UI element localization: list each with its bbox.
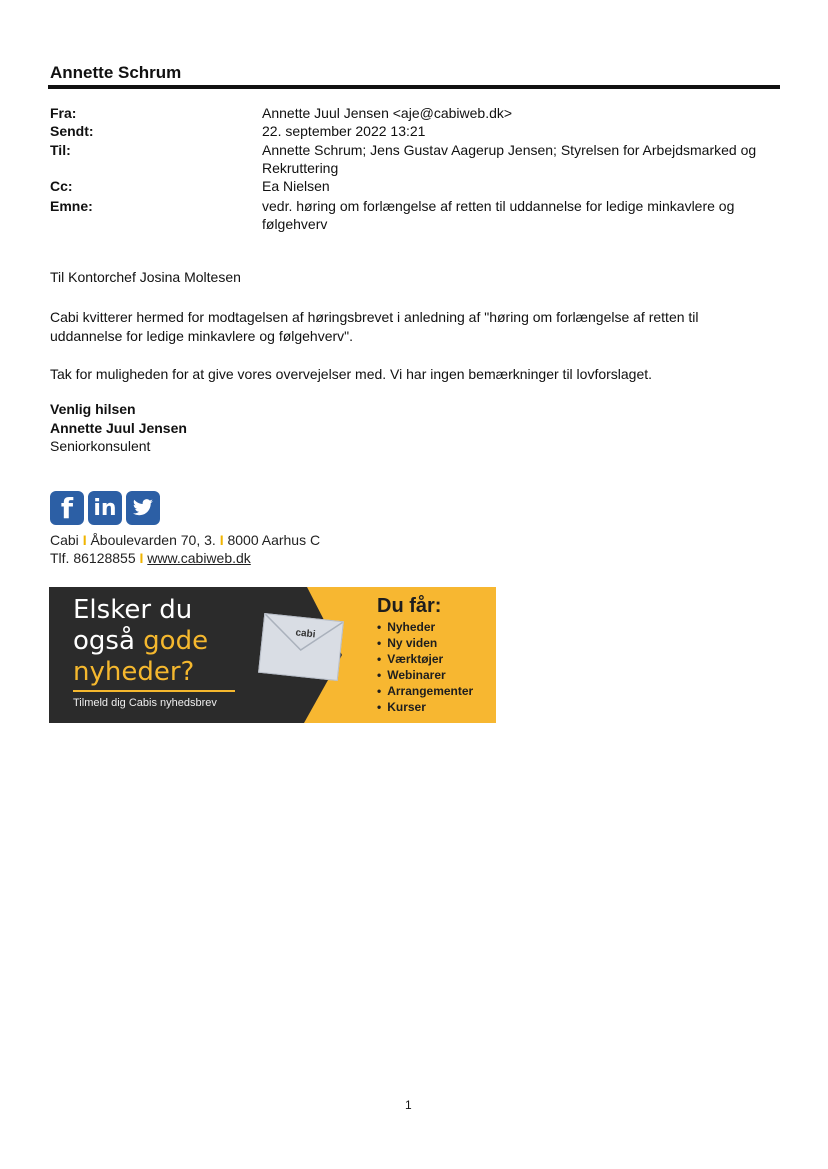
address-city: 8000 Aarhus C xyxy=(227,532,321,548)
banner-underline xyxy=(73,690,235,692)
mailbox-owner-name: Annette Schrum xyxy=(50,63,182,82)
facebook-icon[interactable]: f xyxy=(50,491,84,525)
banner-list-title: Du får: xyxy=(377,595,442,617)
subject-value-line1: vedr. høring om forlængelse af retten til uddannelse for ledige minkavlere og xyxy=(262,198,735,214)
phone: Tlf. 86128855 xyxy=(50,550,136,566)
closing: Venlig hilsen xyxy=(50,401,136,417)
to-value-line1: Annette Schrum; Jens Gustav Aagerup Jensen; Styrelsen for Arbejdsmarked og xyxy=(262,142,757,158)
newsletter-banner[interactable] xyxy=(49,587,496,723)
benefit-item: • Værktøjer xyxy=(377,651,473,667)
page-number: 1 xyxy=(405,1098,412,1112)
cc-value: Ea Nielsen xyxy=(262,178,330,194)
header-rule xyxy=(48,85,780,89)
banner-signup-text: Tilmeld dig Cabis nyhedsbrev xyxy=(73,697,217,709)
benefit-item: • Webinarer xyxy=(377,667,473,683)
benefit-item: • Ny viden xyxy=(377,635,473,651)
to-value-line2: Rekruttering xyxy=(262,160,339,176)
from-value: Annette Juul Jensen <aje@cabiweb.dk> xyxy=(262,105,513,121)
address-line xyxy=(50,531,320,549)
to-label: Til: xyxy=(50,142,71,158)
website-link[interactable]: www.cabiweb.dk xyxy=(147,550,251,566)
twitter-bird-shape xyxy=(132,499,154,517)
cc-label: Cc: xyxy=(50,178,73,194)
sent-value: 22. september 2022 13:21 xyxy=(262,123,426,139)
subject-label: Emne: xyxy=(50,198,93,214)
separator: I xyxy=(82,532,87,548)
banner-headline-line3: nyheder? xyxy=(73,657,195,687)
envelope-icon xyxy=(258,613,344,681)
from-label: Fra: xyxy=(50,105,77,121)
contact-line xyxy=(50,549,251,567)
salutation: Til Kontorchef Josina Moltesen xyxy=(50,269,241,285)
benefit-item: • Arrangementer xyxy=(377,683,473,699)
subject-value-line2: følgehverv xyxy=(262,216,328,232)
benefit-item: • Nyheder xyxy=(377,619,473,635)
paragraph-1-line-1: Cabi kvitterer hermed for modtagelsen af høringsbrevet i anledning af "høring om forlængelse af retten til xyxy=(50,309,699,325)
twitter-icon[interactable] xyxy=(126,491,160,525)
banner-headline-line2: også gode xyxy=(73,626,209,656)
signer-title: Seniorkonsulent xyxy=(50,438,151,454)
linkedin-icon[interactable]: in xyxy=(88,491,122,525)
envelope-logo: cabi xyxy=(294,627,316,641)
benefit-item: • Kurser xyxy=(377,699,473,715)
address-street: Åboulevarden 70, 3. xyxy=(90,532,216,548)
address-company: Cabi xyxy=(50,532,79,548)
banner-headline-line1: Elsker du xyxy=(73,595,193,625)
separator: I xyxy=(139,550,144,566)
banner-headline xyxy=(73,595,208,688)
banner-benefit-list xyxy=(377,619,473,715)
sent-label: Sendt: xyxy=(50,123,94,139)
paragraph-1-line-2: uddannelse for ledige minkavlere og følgehverv". xyxy=(50,328,354,344)
paragraph-2: Tak for muligheden for at give vores overvejelser med. Vi har ingen bemærkninger til lovforslaget. xyxy=(50,366,653,382)
separator: I xyxy=(219,532,224,548)
signer-name: Annette Juul Jensen xyxy=(50,420,187,436)
social-icons xyxy=(50,491,160,525)
banner-headline-highlight: gode xyxy=(143,626,209,656)
